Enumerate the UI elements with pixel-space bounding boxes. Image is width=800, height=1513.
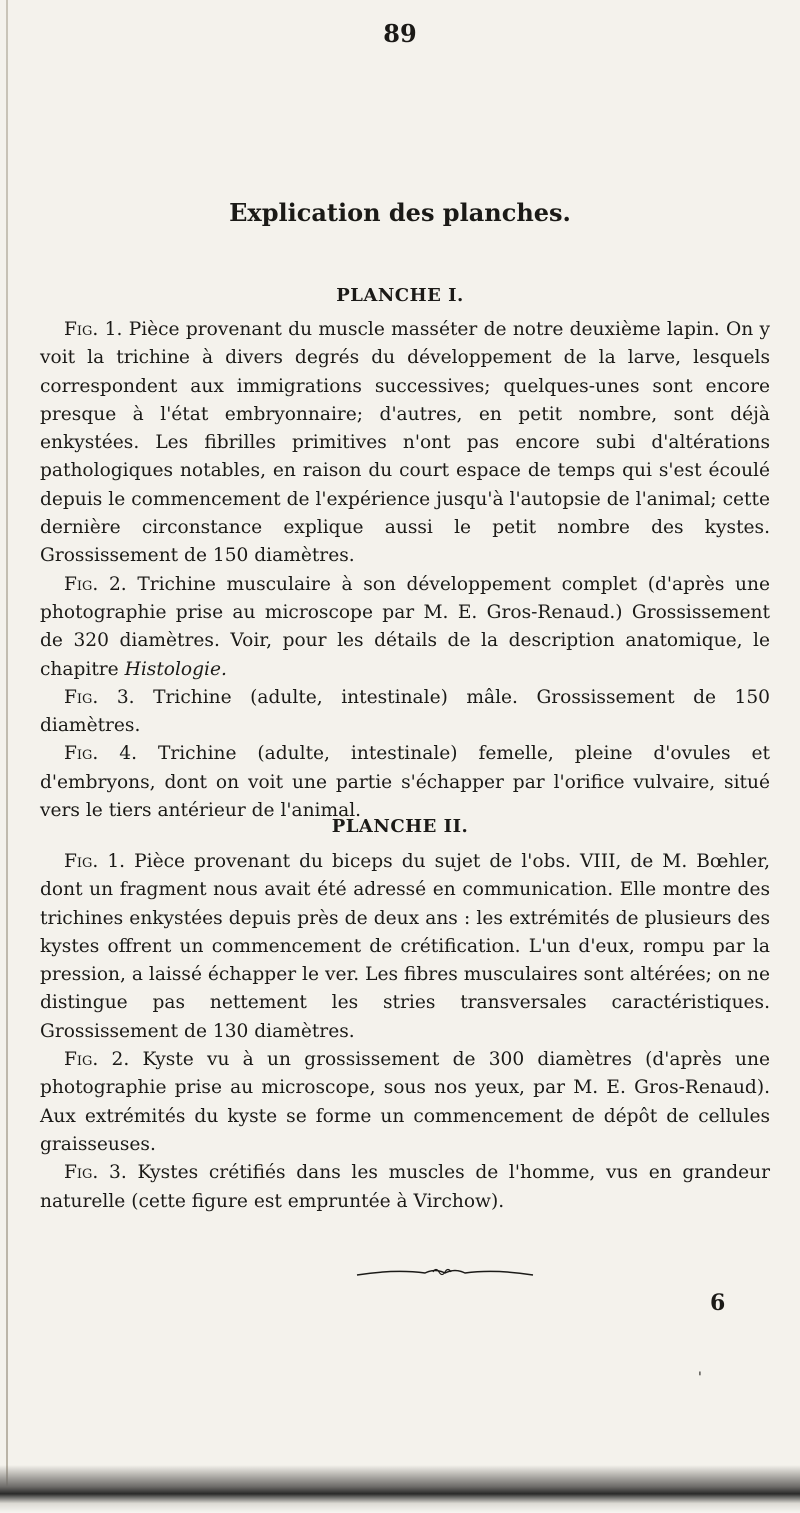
plate-heading-2: PLANCHE II. — [331, 816, 469, 837]
fig-label: Fig. 3. — [64, 1162, 127, 1184]
plate-1-fig-1 — [40, 316, 770, 571]
signature-mark: 6 — [710, 1290, 726, 1316]
plate-1-fig-3 — [40, 684, 770, 741]
fig-label: Fig. 2. — [64, 573, 127, 595]
plate-2-fig-3 — [40, 1159, 770, 1216]
fig-text: Kyste vu à un grossissement de 300 diamètres (d'après une photographie prise au microscope, sous nos yeux, par M. E. Gros-Renaud). Aux extrémités du kyste se forme un commencement de dépôt de cellules graisseuses. — [40, 1049, 770, 1155]
plate-2-fig-2 — [40, 1046, 770, 1159]
fig-label: Fig. 2. — [64, 1049, 130, 1071]
scan-edge-shadow — [0, 1465, 800, 1513]
plate-1-fig-2 — [40, 571, 770, 684]
fig-label: Fig. 1. — [64, 851, 126, 872]
fig-label: Fig. 4. — [64, 743, 137, 765]
plate-2-fig-1 — [40, 848, 770, 1046]
page-number: 89 — [383, 19, 417, 48]
print-speck: ' — [698, 1370, 702, 1386]
fig-text: Trichine musculaire à son développement complet (d'après une photographie prise au microscope par M. E. Gros-Renaud.) Grossissement de 320 diamètres. Voir, pour les détails de la description anatomique, le chapitre — [40, 573, 770, 680]
fig-text: Pièce provenant du biceps du sujet de l'obs. VIII, de M. Bœhler, dont un fragment nous avait été adressé en communication. Elle montre des trichines enkystées depuis près de deux ans : les extrémités de plusieurs des kystes offrent un commencement de crétification. L'un d'eux, rompu par la pression, a laissé échapper le ver. Les fibres musculaires sont altérées; on ne distingue pas nettement les stries transversales caractéristiques. Grossissement de 130 diamètres. — [40, 851, 771, 1042]
fig-text-italic: Histologie. — [124, 658, 227, 680]
plate-heading-1: PLANCHE I. — [336, 285, 464, 306]
page-title: Explication des planches. — [229, 198, 571, 227]
fig-label: Fig. 1. — [64, 319, 123, 340]
plate-2-figures — [40, 848, 770, 1216]
fig-text: Pièce provenant du muscle masséter de notre deuxième lapin. On y voit la trichine à divers degrés du développement de la larve, lesquels correspondent aux immigrations successives; quelques-unes sont encore presque à l'état embryonnaire; d'autres, en petit nombre, sont déjà enkystées. Les fibrilles primitives n'ont pas encore subi d'altérations pathologiques notables, en raison du court espace de temps qui s'est écoulé depuis le commencement de l'expérience jusqu'à l'autopsie de l'animal; cette dernière circonstance explique aussi le petit nombre des kystes. Grossissement de 150 diamètres. — [40, 319, 770, 567]
plate-1-figures — [40, 316, 770, 825]
ornament-divider — [355, 1266, 535, 1280]
fig-text: Kystes crétifiés dans les muscles de l'homme, vus en grandeur naturelle (cette figure est empruntée à Virchow). — [40, 1162, 770, 1212]
plate-1-fig-4 — [40, 740, 770, 825]
fig-text: Trichine (adulte, intestinale) femelle, pleine d'ovules et d'embryons, dont on voit une partie s'échapper par l'orifice vulvaire, situé vers le tiers antérieur de l'animal. — [40, 743, 770, 822]
fig-text: Trichine (adulte, intestinale) mâle. Grossissement de 150 diamètres. — [40, 686, 770, 737]
fig-label: Fig. 3. — [64, 686, 135, 708]
